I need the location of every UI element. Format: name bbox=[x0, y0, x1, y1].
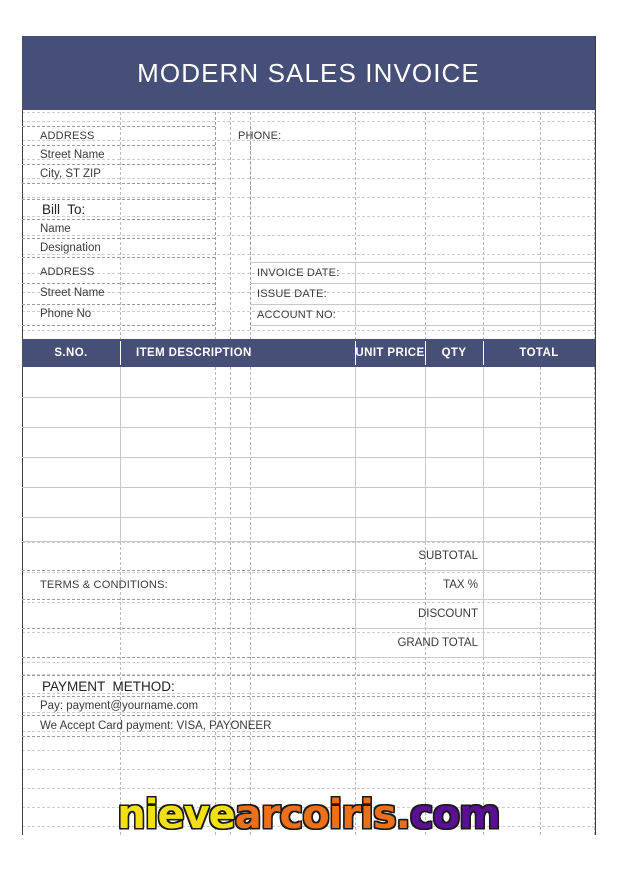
bill-to-name: Name bbox=[40, 223, 71, 235]
totals-value-grand-total[interactable] bbox=[489, 629, 589, 657]
watermark-part-2: arcoiris. bbox=[234, 792, 410, 838]
table-row[interactable] bbox=[126, 518, 351, 540]
bill-to-street: Street Name bbox=[40, 287, 105, 299]
table-row[interactable] bbox=[126, 368, 351, 396]
meta-value-issue-date[interactable] bbox=[360, 284, 536, 304]
table-row[interactable] bbox=[26, 458, 118, 486]
terms-body[interactable] bbox=[40, 600, 320, 656]
site-watermark bbox=[0, 792, 617, 838]
column-header-item-description: ITEM DESCRIPTION bbox=[136, 347, 252, 359]
totals-label-tax: TAX % bbox=[443, 579, 478, 591]
table-row[interactable] bbox=[26, 428, 118, 456]
sender-phone-label: PHONE: bbox=[238, 130, 282, 142]
payment-method-heading: PAYMENT METHOD: bbox=[42, 678, 175, 694]
bill-to-address-label: ADDRESS bbox=[40, 266, 95, 278]
invoice-title-banner bbox=[22, 36, 595, 110]
page-title: MODERN SALES INVOICE bbox=[137, 57, 480, 88]
meta-label-issue-date: ISSUE DATE: bbox=[257, 288, 327, 300]
sender-address-label: ADDRESS bbox=[40, 130, 95, 142]
table-row[interactable] bbox=[26, 368, 118, 396]
watermark-part-3: com bbox=[409, 792, 500, 838]
totals-value-discount[interactable] bbox=[489, 600, 589, 628]
totals-label-subtotal: SUBTOTAL bbox=[418, 550, 478, 562]
terms-heading: TERMS & CONDITIONS: bbox=[40, 579, 168, 591]
table-row[interactable] bbox=[26, 398, 118, 426]
totals-label-grand-total: GRAND TOTAL bbox=[397, 637, 478, 649]
table-row[interactable] bbox=[126, 428, 351, 456]
meta-value-invoice-date[interactable] bbox=[360, 263, 536, 283]
meta-label-invoice-date: INVOICE DATE: bbox=[257, 267, 340, 279]
items-table-header bbox=[22, 339, 595, 367]
watermark-part-1: nieve bbox=[117, 792, 235, 838]
table-row[interactable] bbox=[126, 488, 351, 516]
column-header-qty: QTY bbox=[441, 347, 467, 359]
table-row[interactable] bbox=[26, 488, 118, 516]
table-row[interactable] bbox=[126, 458, 351, 486]
bill-to-heading: Bill To: bbox=[42, 202, 86, 217]
totals-value-tax[interactable] bbox=[489, 571, 589, 599]
bill-to-designation: Designation bbox=[40, 242, 101, 254]
column-header-total: TOTAL bbox=[519, 347, 559, 359]
meta-value-account-no[interactable] bbox=[360, 305, 536, 325]
sender-city-state-zip: City, ST ZIP bbox=[40, 168, 101, 180]
totals-value-subtotal[interactable] bbox=[489, 542, 589, 570]
table-row[interactable] bbox=[26, 518, 118, 540]
payment-cards-line: We Accept Card payment: VISA, PAYONEER bbox=[40, 720, 272, 732]
totals-label-discount: DISCOUNT bbox=[417, 608, 478, 620]
column-header-unit-price: UNIT PRICE bbox=[355, 347, 425, 359]
bill-to-phone: Phone No bbox=[40, 308, 92, 320]
meta-label-account-no: ACCOUNT NO: bbox=[257, 309, 337, 321]
payment-email-line: Pay: payment@yourname.com bbox=[40, 700, 199, 712]
table-row[interactable] bbox=[126, 398, 351, 426]
sender-street: Street Name bbox=[40, 149, 105, 161]
column-header-sno: S.NO. bbox=[54, 347, 88, 359]
page-border-right bbox=[595, 36, 596, 835]
